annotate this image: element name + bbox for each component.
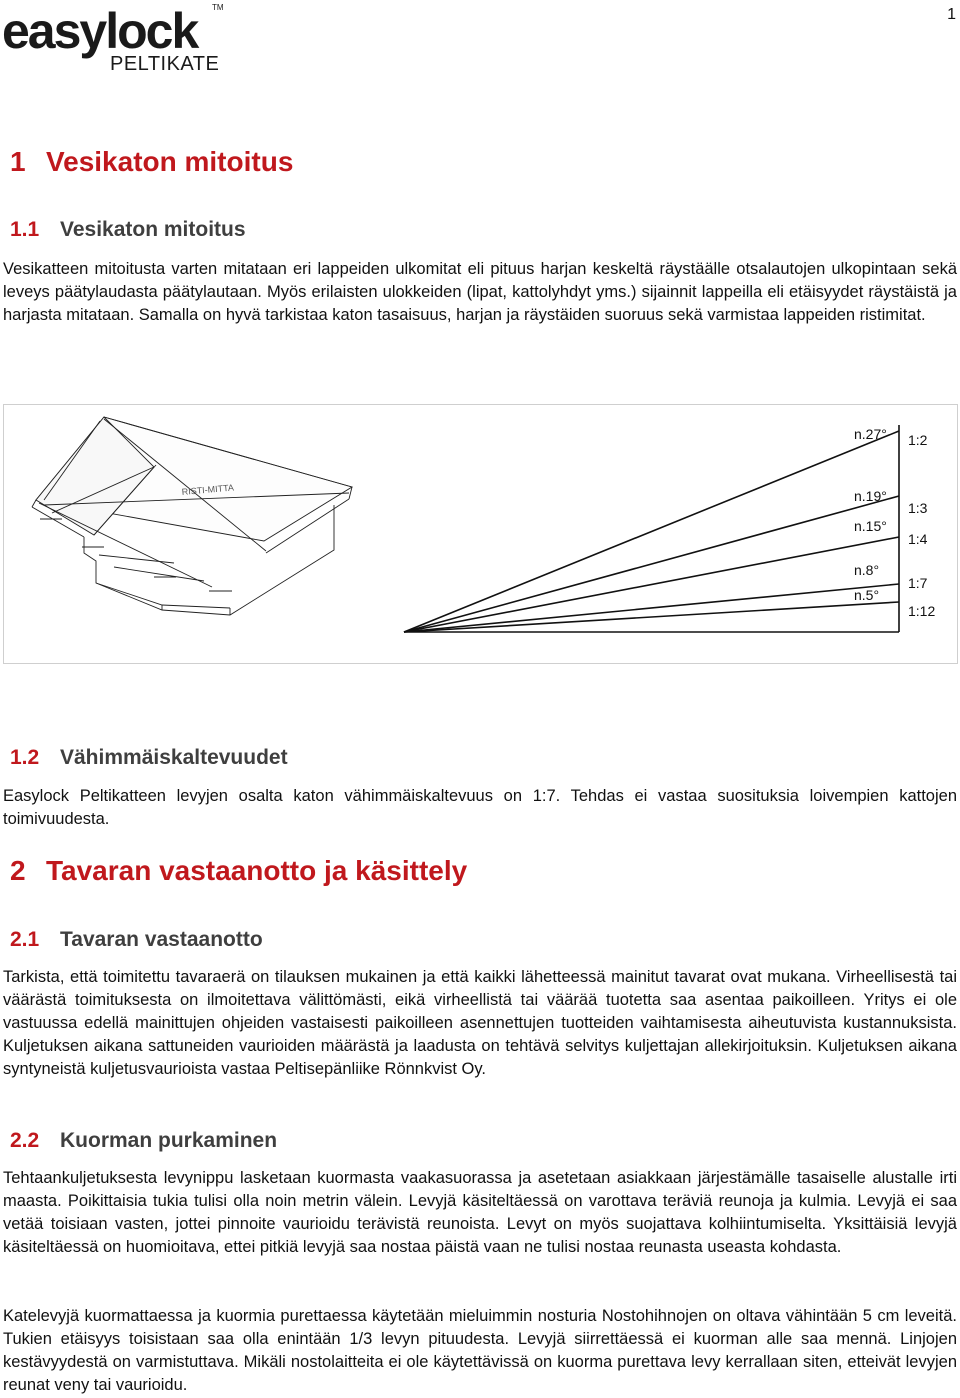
heading-title: Kuorman purkaminen — [60, 1129, 278, 1152]
paragraph-purkaminen-2: Katelevyjä kuormattaessa ja kuormia purettaessa käytetään mieluimmin nosturia Nostohihnojen on oltava vähintään 5 cm leveitä. Tukien etäisyys toisistaan saa olla enintään 1/3 levyn pituudesta. Levyjä siirrettäessä ei kuorman alle saa mennä. Linjojen kestävyydestä on varmistuttava. Mikäli nostolaitteita ei ole käytettävissä on kuorma purettava levy kerrallaan siten, etteivät levyjen reunat veny tai vaurioidu. — [3, 1307, 957, 1394]
angle-label: n.19° — [854, 488, 887, 504]
slope-line-8 — [404, 584, 899, 632]
heading-section-2 — [10, 855, 467, 887]
slope-line-19 — [404, 496, 899, 632]
paragraph-purkaminen-1: Tehtaankuljetuksesta levynippu lasketaan kuormasta vaakasuorassa ja asetetaan asiakkaan järjestämälle tasaiselle alustalle irti maasta. Poikittaisia tukia tulisi olla noin metrin välein. Levyjä käsiteltäessä on varottava teräviä reunoja ja kulmia. Levyjä ei saa vetää toisiaan vasten, jottei pinnoite vaurioidu terävistä reunoista. Levyt on myös suojattava kolhiintumiselta. Yksittäisiä levyjä käsiteltäessä on huomioitava, ettei pitkiä levyjä saa nostaa päistä vaan ne tulisi nostaa reunasta useasta kohdasta. — [3, 1169, 957, 1256]
heading-title: Tavaran vastaanotto — [60, 928, 263, 951]
ratio-label: 1:2 — [908, 432, 928, 448]
heading-section-1-1 — [10, 218, 246, 242]
heading-section-2-2 — [10, 1129, 277, 1153]
ratio-label: 1:7 — [908, 575, 928, 591]
paragraph-kaltevuudet: Easylock Peltikatteen levyjen osalta katon vähimmäiskaltevuus on 1:7. Tehdas ei vastaa suosituksia loivempien kattojen toimivuudesta. — [3, 787, 957, 828]
heading-number: 2.1 — [10, 928, 40, 951]
heading-number: 1.1 — [10, 218, 40, 241]
slope-fan — [404, 425, 899, 632]
heading-title: Vähimmäiskaltevuudet — [60, 746, 288, 769]
easylock-logo — [0, 0, 240, 78]
heading-title: Tavaran vastaanotto ja käsittely — [46, 855, 468, 886]
slope-labels — [854, 426, 935, 619]
heading-number: 2 — [10, 855, 26, 886]
heading-number: 1 — [10, 146, 26, 177]
logo-tm: TM — [212, 3, 224, 12]
heading-title: Vesikaton mitoitus — [60, 218, 246, 241]
logo-brand-text: easylock — [2, 3, 198, 59]
page-number: 1 — [947, 6, 956, 23]
ratio-label: 1:12 — [908, 603, 936, 619]
roof-slope-diagram — [4, 405, 957, 663]
heading-title: Vesikaton mitoitus — [46, 146, 294, 177]
heading-number: 1.2 — [10, 746, 40, 769]
paragraph-vastaanotto: Tarkista, että toimitettu tavaraerä on tilauksen mukainen ja että kaikki lähetteessä mainitut tavarat ovat mukana. Virheellisestä tai väärästä toimituksesta on ilmoitettava välittömästi, eikä virheellistä tai väärää tuotetta saa asentaa paikoilleen. Yritys ei ole vastuussa edellä mainittujen ohjeiden vastaisesti paikoilleen asennettujen tuotteiden vaihtamisesta aiheutuvista kustannuksista. Kuljetuksen aikana sattuneiden vaurioiden määrästä ja laadusta on tehtävä selvitys kuljettajan allekirjoituksin. Kuljetuksen aikana syntyneistä kuljetusvaurioista vastaa Peltisepänliike Rönnkvist Oy. — [3, 968, 957, 1078]
paragraph-mitoitus: Vesikatteen mitoitusta varten mitataan eri lappeiden ulkomitat eli pituus harjan keskeltä räystäälle otsalautojen ulkopintaan sekä leveys päätylaudasta päätylautaan. Myös erilaisten ulokkeiden (lipat, kattolyhdyt yms.) sijainnit lappeilla eli etäisyydet räystäistä ja harjasta mitataan. Samalla on hyvä tarkistaa katon tasaisuus, harjan ja räystäiden suoruus sekä varmistaa lappeiden ristimitat. — [3, 260, 957, 324]
risti-mitta-label: RISTI-MITTA — [181, 482, 235, 497]
angle-label: n.5° — [854, 587, 880, 603]
heading-section-1 — [10, 146, 293, 178]
house-drawing — [32, 417, 352, 615]
ratio-label: 1:4 — [908, 531, 928, 547]
logo-sub-text: PELTIKATE — [110, 53, 220, 75]
heading-section-1-2 — [10, 746, 288, 770]
angle-label: n.27° — [854, 426, 887, 442]
roof-slope-figure — [3, 404, 958, 664]
angle-label: n.8° — [854, 562, 880, 578]
heading-number: 2.2 — [10, 1129, 40, 1152]
heading-section-2-1 — [10, 928, 263, 952]
slope-line-27 — [404, 431, 899, 632]
ratio-label: 1:3 — [908, 500, 928, 516]
angle-label: n.15° — [854, 518, 887, 534]
